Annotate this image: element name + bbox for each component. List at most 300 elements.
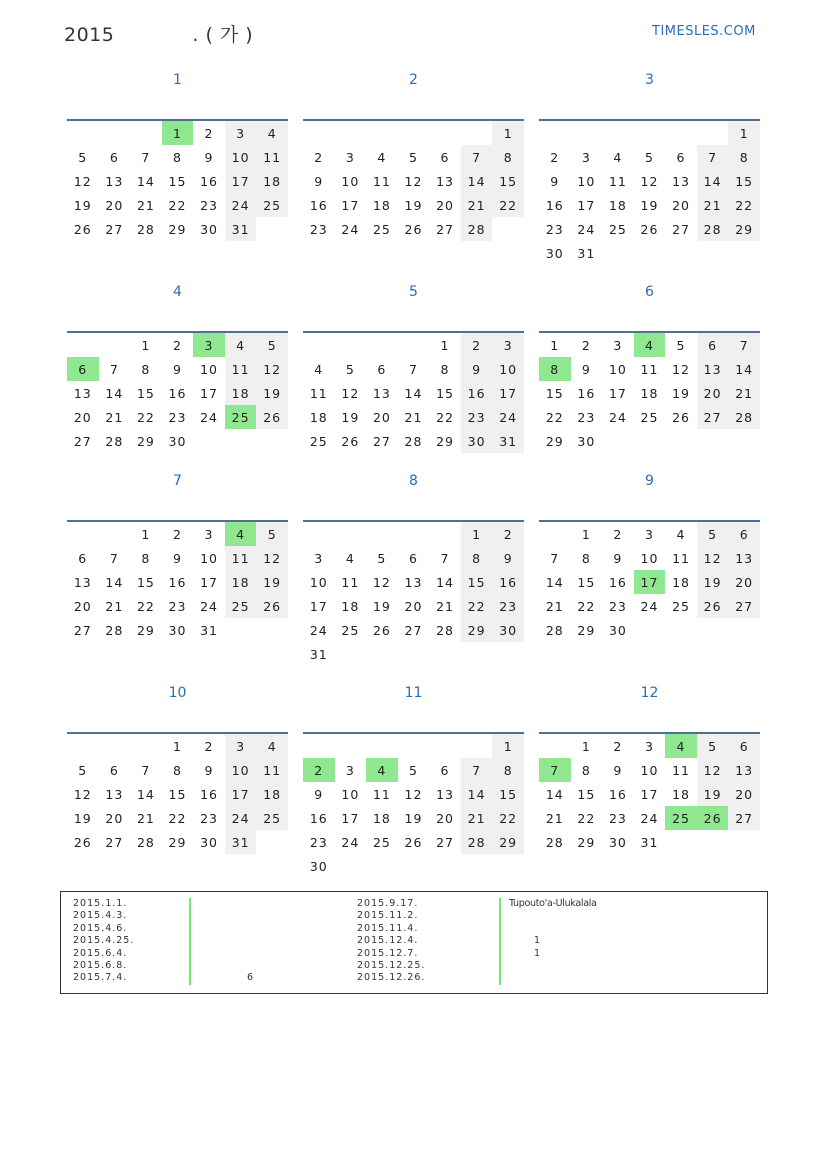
- day-cell: 5: [345, 361, 355, 377]
- holiday-day-cell: 7: [539, 758, 571, 782]
- day-cell: 12: [256, 357, 288, 381]
- day-cell: 19: [640, 197, 659, 213]
- day-cell: 8: [172, 762, 182, 778]
- day-cell: 11: [341, 574, 360, 590]
- year-label: 2015: [64, 24, 115, 46]
- empty-cell: [461, 642, 493, 666]
- day-cell: 4: [676, 526, 686, 542]
- day-cell: 10: [341, 786, 360, 802]
- empty-cell: [256, 217, 288, 241]
- day-cell: 5: [697, 733, 729, 758]
- week-row: [539, 169, 760, 193]
- day-cell: 11: [372, 173, 391, 189]
- day-cell: 17: [309, 598, 328, 614]
- day-cell: 19: [341, 409, 360, 425]
- day-cell: 4: [345, 550, 355, 566]
- day-cell: 21: [136, 810, 155, 826]
- week-row: [67, 782, 288, 806]
- empty-cell: [256, 429, 288, 453]
- day-cell: 3: [314, 550, 324, 566]
- day-cell: 2: [613, 526, 623, 542]
- day-cell: 8: [581, 550, 591, 566]
- empty-cell: [225, 429, 257, 453]
- empty-cell: [366, 642, 398, 666]
- week-row: [539, 381, 760, 405]
- holiday-day-cell: 6: [67, 357, 99, 381]
- holiday-day-cell: 2: [303, 758, 335, 782]
- day-cell: 19: [404, 197, 423, 213]
- week-row: [303, 594, 524, 618]
- day-cell: 31: [577, 245, 596, 261]
- day-cell: 29: [136, 433, 155, 449]
- day-cell: 26: [404, 834, 423, 850]
- day-cell: 4: [256, 120, 288, 145]
- holiday-date: 2015.7.4.: [73, 972, 128, 984]
- day-cell: 18: [640, 385, 659, 401]
- day-cell: 21: [105, 409, 124, 425]
- day-cell: 17: [341, 197, 360, 213]
- empty-cell: [665, 241, 697, 265]
- month-grid: [539, 732, 760, 854]
- month-grid: [303, 520, 524, 666]
- day-cell: 18: [341, 598, 360, 614]
- day-cell: 3: [225, 733, 257, 758]
- day-cell: 1: [440, 337, 450, 353]
- day-cell: 27: [105, 834, 124, 850]
- day-cell: 10: [640, 550, 659, 566]
- month-title: 2: [409, 72, 418, 88]
- holiday-day-cell: 4: [634, 332, 666, 357]
- week-row: [539, 217, 760, 241]
- day-cell: 2: [492, 521, 524, 546]
- holiday-date: 2015.4.6.: [73, 922, 128, 934]
- day-cell: 11: [640, 361, 659, 377]
- day-cell: 6: [408, 550, 418, 566]
- brand-logo-text[interactable]: TIMESLES.COM: [652, 24, 756, 39]
- day-cell: 12: [404, 173, 423, 189]
- day-cell: 24: [200, 409, 218, 425]
- day-cell: 10: [577, 173, 596, 189]
- day-cell: 18: [372, 810, 391, 826]
- day-cell: 8: [141, 361, 151, 377]
- day-cell: 8: [492, 145, 524, 169]
- day-cell: 15: [492, 782, 524, 806]
- empty-cell: [225, 618, 257, 642]
- week-row: [303, 854, 524, 878]
- empty-cell: [130, 120, 162, 145]
- holiday-date: 2015.6.8.: [73, 959, 128, 971]
- empty-cell: [728, 241, 760, 265]
- day-cell: 7: [109, 361, 119, 377]
- day-cell: 6: [109, 762, 119, 778]
- day-cell: 4: [225, 332, 257, 357]
- week-row: [67, 145, 288, 169]
- week-row: [67, 521, 288, 546]
- day-cell: 10: [608, 361, 627, 377]
- holiday-marker: [499, 923, 501, 935]
- week-row: [303, 618, 524, 642]
- week-row: [67, 217, 288, 241]
- day-cell: 26: [404, 221, 423, 237]
- empty-cell: [429, 521, 461, 546]
- empty-cell: [99, 733, 131, 758]
- day-cell: 15: [168, 786, 187, 802]
- month-title: 11: [404, 685, 423, 701]
- day-cell: 3: [345, 149, 355, 165]
- holiday-day-cell: 26: [697, 806, 729, 830]
- empty-cell: [67, 733, 99, 758]
- day-cell: 3: [613, 337, 623, 353]
- day-cell: 7: [550, 550, 560, 566]
- week-row: [539, 241, 760, 265]
- day-cell: 15: [577, 786, 596, 802]
- day-cell: 7: [109, 550, 119, 566]
- week-row: [303, 120, 524, 145]
- day-cell: 20: [697, 381, 729, 405]
- day-cell: 26: [672, 409, 690, 425]
- day-cell: 11: [225, 357, 257, 381]
- day-cell: 16: [168, 385, 187, 401]
- day-cell: 25: [256, 193, 288, 217]
- day-cell: 16: [200, 786, 218, 802]
- day-cell: 17: [225, 782, 257, 806]
- day-cell: 16: [577, 385, 596, 401]
- day-cell: 22: [136, 598, 155, 614]
- empty-cell: [99, 332, 131, 357]
- holiday-day-cell: 4: [665, 733, 697, 758]
- day-cell: 23: [608, 810, 627, 826]
- empty-cell: [335, 733, 367, 758]
- holiday-day-cell: 4: [366, 758, 398, 782]
- day-cell: 7: [461, 145, 493, 169]
- day-cell: 21: [545, 598, 564, 614]
- day-cell: 22: [545, 409, 564, 425]
- week-row: [67, 830, 288, 854]
- day-cell: 3: [644, 738, 654, 754]
- day-cell: 20: [73, 409, 92, 425]
- month-title: 12: [640, 685, 659, 701]
- day-cell: 28: [404, 433, 423, 449]
- holiday-day-cell: 25: [225, 405, 257, 429]
- empty-cell: [303, 332, 335, 357]
- week-row: [303, 332, 524, 357]
- day-cell: 27: [728, 594, 760, 618]
- holiday-marker: [189, 923, 191, 935]
- week-row: [539, 830, 760, 854]
- day-cell: 17: [640, 786, 659, 802]
- day-cell: 22: [168, 197, 187, 213]
- day-cell: 7: [697, 145, 729, 169]
- day-cell: 25: [672, 598, 690, 614]
- empty-cell: [728, 830, 760, 854]
- day-cell: 19: [256, 381, 288, 405]
- holiday-date: 2015.12.7.: [357, 947, 419, 959]
- day-cell: 3: [345, 762, 355, 778]
- day-cell: 5: [256, 521, 288, 546]
- day-cell: 7: [461, 758, 493, 782]
- week-row: [303, 429, 524, 453]
- week-row: [67, 332, 288, 357]
- empty-cell: [366, 120, 398, 145]
- day-cell: 13: [672, 173, 690, 189]
- day-cell: 28: [545, 834, 564, 850]
- day-cell: 30: [545, 245, 564, 261]
- week-row: [539, 405, 760, 429]
- month-title: 9: [645, 473, 654, 489]
- day-cell: 14: [436, 574, 454, 590]
- holiday-date: 2015.9.17.: [357, 898, 419, 909]
- day-cell: 12: [256, 546, 288, 570]
- week-row: [67, 381, 288, 405]
- day-cell: 12: [404, 786, 423, 802]
- empty-cell: [335, 521, 367, 546]
- empty-cell: [697, 830, 729, 854]
- day-cell: 29: [577, 622, 596, 638]
- day-cell: 24: [640, 810, 659, 826]
- empty-cell: [398, 120, 430, 145]
- empty-cell: [67, 332, 99, 357]
- day-cell: 8: [172, 149, 182, 165]
- day-cell: 6: [109, 149, 119, 165]
- day-cell: 12: [697, 546, 729, 570]
- day-cell: 5: [644, 149, 654, 165]
- day-cell: 10: [492, 357, 524, 381]
- day-cell: 19: [404, 810, 423, 826]
- day-cell: 13: [404, 574, 423, 590]
- day-cell: 18: [672, 574, 690, 590]
- day-cell: 22: [492, 193, 524, 217]
- empty-cell: [539, 120, 571, 145]
- day-cell: 28: [436, 622, 454, 638]
- day-cell: 28: [545, 622, 564, 638]
- day-cell: 27: [728, 806, 760, 830]
- day-cell: 12: [73, 786, 92, 802]
- day-cell: 31: [200, 622, 218, 638]
- day-cell: 29: [461, 618, 493, 642]
- day-cell: 11: [608, 173, 627, 189]
- holiday-name: 6: [247, 972, 255, 984]
- month-grid: [303, 119, 524, 241]
- day-cell: 2: [204, 125, 214, 141]
- day-cell: 30: [200, 221, 218, 237]
- day-cell: 13: [728, 546, 760, 570]
- week-row: [67, 594, 288, 618]
- day-cell: 8: [492, 758, 524, 782]
- day-cell: 7: [728, 332, 760, 357]
- day-cell: 24: [341, 221, 360, 237]
- holiday-day-cell: 3: [193, 332, 225, 357]
- day-cell: 13: [73, 385, 92, 401]
- day-cell: 25: [372, 834, 391, 850]
- day-cell: 21: [461, 806, 493, 830]
- week-row: [67, 570, 288, 594]
- day-cell: 11: [309, 385, 328, 401]
- week-row: [67, 193, 288, 217]
- month-title: 1: [173, 72, 182, 88]
- month-title: 7: [173, 473, 182, 489]
- day-cell: 22: [168, 810, 187, 826]
- day-cell: 26: [697, 594, 729, 618]
- empty-cell: [398, 332, 430, 357]
- day-cell: 10: [225, 145, 257, 169]
- day-cell: 2: [172, 526, 182, 542]
- day-cell: 20: [372, 409, 391, 425]
- day-cell: 1: [492, 733, 524, 758]
- day-cell: 27: [404, 622, 423, 638]
- day-cell: 16: [492, 570, 524, 594]
- day-cell: 17: [492, 381, 524, 405]
- day-cell: 1: [581, 738, 591, 754]
- week-row: [303, 521, 524, 546]
- week-row: [539, 546, 760, 570]
- day-cell: 17: [225, 169, 257, 193]
- empty-cell: [461, 854, 493, 878]
- month-grid: [67, 520, 288, 642]
- day-cell: 5: [676, 337, 686, 353]
- empty-cell: [602, 429, 634, 453]
- day-cell: 3: [644, 526, 654, 542]
- day-cell: 1: [141, 526, 151, 542]
- day-cell: 4: [314, 361, 324, 377]
- day-cell: 23: [608, 598, 627, 614]
- empty-cell: [398, 733, 430, 758]
- holiday-date: 2015.4.25.: [73, 935, 135, 947]
- week-row: [539, 145, 760, 169]
- day-cell: 29: [728, 217, 760, 241]
- day-cell: 20: [672, 197, 690, 213]
- day-cell: 18: [225, 570, 257, 594]
- day-cell: 15: [436, 385, 454, 401]
- day-cell: 12: [372, 574, 391, 590]
- empty-cell: [697, 618, 729, 642]
- day-cell: 2: [461, 332, 493, 357]
- month-title: 8: [409, 473, 418, 489]
- week-row: [67, 733, 288, 758]
- day-cell: 14: [105, 385, 124, 401]
- empty-cell: [429, 733, 461, 758]
- empty-cell: [728, 429, 760, 453]
- day-cell: 9: [492, 546, 524, 570]
- month-title: 3: [645, 72, 654, 88]
- day-cell: 12: [697, 758, 729, 782]
- day-cell: 12: [640, 173, 659, 189]
- day-cell: 11: [672, 762, 690, 778]
- empty-cell: [697, 120, 729, 145]
- empty-cell: [366, 521, 398, 546]
- day-cell: 3: [581, 149, 591, 165]
- day-cell: 5: [408, 149, 418, 165]
- day-cell: 14: [545, 574, 564, 590]
- day-cell: 25: [256, 806, 288, 830]
- holiday-marker: [189, 948, 191, 960]
- day-cell: 7: [141, 762, 151, 778]
- day-cell: 6: [78, 550, 88, 566]
- day-cell: 11: [256, 145, 288, 169]
- day-cell: 24: [309, 622, 328, 638]
- day-cell: 16: [200, 173, 218, 189]
- week-row: [539, 193, 760, 217]
- day-cell: 21: [545, 810, 564, 826]
- holiday-day-cell: 25: [665, 806, 697, 830]
- day-cell: 6: [728, 733, 760, 758]
- day-cell: 7: [408, 361, 418, 377]
- day-cell: 17: [200, 385, 218, 401]
- empty-cell: [398, 521, 430, 546]
- day-cell: 29: [492, 830, 524, 854]
- empty-cell: [335, 332, 367, 357]
- holiday-day-cell: 1: [162, 120, 194, 145]
- day-cell: 20: [436, 810, 454, 826]
- day-cell: 24: [608, 409, 627, 425]
- day-cell: 24: [225, 806, 257, 830]
- day-cell: 26: [372, 622, 391, 638]
- day-cell: 19: [372, 598, 391, 614]
- day-cell: 25: [372, 221, 391, 237]
- day-cell: 16: [608, 786, 627, 802]
- day-cell: 23: [461, 405, 493, 429]
- day-cell: 8: [461, 546, 493, 570]
- day-cell: 9: [581, 361, 591, 377]
- day-cell: 1: [581, 526, 591, 542]
- holiday-marker: [499, 948, 501, 960]
- week-row: [303, 782, 524, 806]
- day-cell: 20: [105, 810, 124, 826]
- month-title: 6: [645, 284, 654, 300]
- month-grid: [539, 520, 760, 642]
- day-cell: 16: [461, 381, 493, 405]
- day-cell: 18: [256, 169, 288, 193]
- empty-cell: [665, 120, 697, 145]
- day-cell: 13: [728, 758, 760, 782]
- empty-cell: [728, 618, 760, 642]
- day-cell: 13: [697, 357, 729, 381]
- month-grid: [67, 331, 288, 453]
- day-cell: 25: [341, 622, 360, 638]
- day-cell: 27: [73, 433, 92, 449]
- day-cell: 20: [728, 782, 760, 806]
- day-cell: 21: [404, 409, 423, 425]
- day-cell: 9: [461, 357, 493, 381]
- week-row: [539, 782, 760, 806]
- empty-cell: [366, 332, 398, 357]
- day-cell: 20: [728, 570, 760, 594]
- empty-cell: [665, 830, 697, 854]
- month-grid: [539, 331, 760, 453]
- day-cell: 25: [640, 409, 659, 425]
- day-cell: 15: [545, 385, 564, 401]
- day-cell: 22: [436, 409, 454, 425]
- day-cell: 1: [492, 120, 524, 145]
- week-row: [539, 120, 760, 145]
- month-title: 4: [173, 284, 182, 300]
- day-cell: 21: [697, 193, 729, 217]
- empty-cell: [256, 830, 288, 854]
- day-cell: 24: [492, 405, 524, 429]
- day-cell: 11: [225, 546, 257, 570]
- day-cell: 14: [461, 782, 493, 806]
- day-cell: 14: [728, 357, 760, 381]
- holiday-marker: [499, 910, 501, 922]
- week-row: [67, 169, 288, 193]
- day-cell: 25: [309, 433, 328, 449]
- day-cell: 20: [105, 197, 124, 213]
- empty-cell: [398, 642, 430, 666]
- week-row: [67, 429, 288, 453]
- week-row: [539, 570, 760, 594]
- empty-cell: [461, 120, 493, 145]
- week-row: [303, 169, 524, 193]
- holiday-marker: [499, 960, 501, 972]
